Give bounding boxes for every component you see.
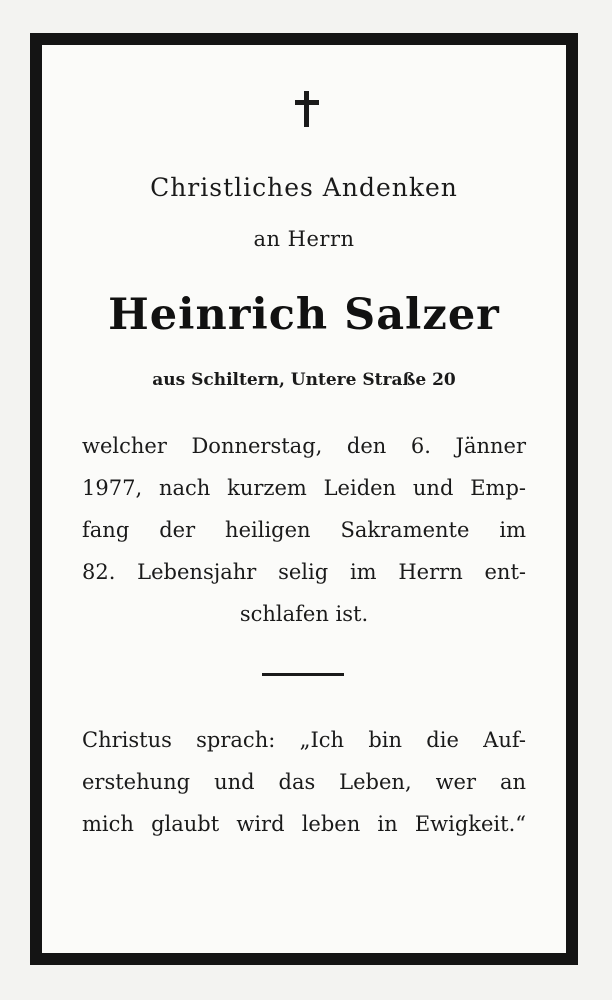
notice-line: schlafen ist.	[239, 602, 369, 626]
card-content	[42, 45, 566, 953]
bible-quote	[82, 719, 526, 845]
quote-line: Christus sprach: „Ich bin die Auf-	[82, 728, 526, 752]
memorial-card	[30, 33, 578, 965]
card-heading: Christliches Andenken	[150, 173, 458, 202]
notice-line: welcher Donnerstag, den 6. Jänner	[82, 434, 526, 458]
notice-line: fang der heiligen Sakramente im	[82, 518, 526, 542]
quote-line: erstehung und das Leben, wer an	[82, 770, 526, 794]
death-notice	[82, 425, 526, 635]
card-addressee-prefix: an Herrn	[253, 227, 355, 251]
divider-line	[262, 673, 344, 676]
deceased-name: Heinrich Salzer	[108, 290, 500, 340]
notice-line: 1977, nach kurzem Leiden und Emp-	[82, 476, 526, 500]
notice-line: 82. Lebensjahr selig im Herrn ent-	[82, 560, 526, 584]
deceased-origin: aus Schiltern, Untere Straße 20	[152, 370, 456, 390]
quote-line: mich glaubt wird leben in Ewigkeit.“	[82, 812, 526, 836]
cross-icon	[295, 91, 319, 127]
